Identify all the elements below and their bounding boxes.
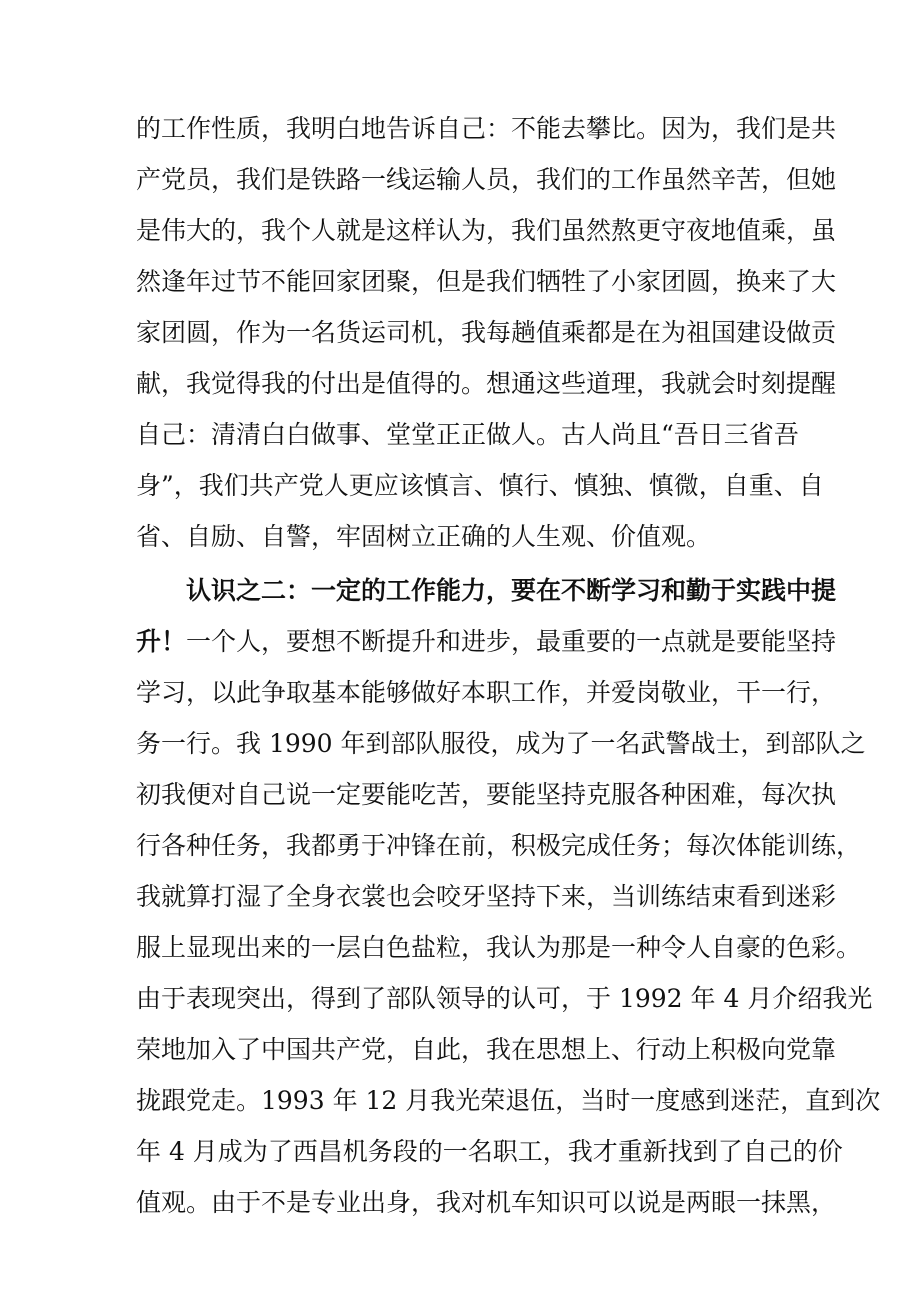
text-line: 产党员，我们是铁路一线运输人员，我们的工作虽然辛苦，但她 bbox=[136, 165, 837, 194]
section-heading-end: 升！ bbox=[136, 627, 187, 656]
text-line: 拢跟党走。1993 年 12 月我光荣退伍，当时一度感到迷茫，直到次 bbox=[136, 1086, 881, 1115]
section-heading: 认识之二：一定的工作能力，要在不断学习和勤于实践中提 bbox=[186, 576, 837, 605]
text-line: 学习，以此争取基本能够做好本职工作，并爱岗敬业，干一行， bbox=[136, 678, 837, 707]
text-line: 省、自励、自警，牢固树立正确的人生观、价值观。 bbox=[136, 522, 712, 551]
text-line: 值观。由于不是专业出身，我对机车知识可以说是两眼一抹黑， bbox=[136, 1188, 837, 1217]
text-span: 一个人，要想不断提升和进步，最重要的一点就是要能坚持 bbox=[186, 627, 837, 656]
text-line: 自己：清清白白做事、堂堂正正做人。古人尚且“吾日三省吾 bbox=[136, 420, 799, 449]
text-line: 初我便对自己说一定要能吃苦，要能坚持克服各种困难，每次执 bbox=[136, 780, 837, 809]
text-line: 务一行。我 1990 年到部队服役，成为了一名武警战士，到部队之 bbox=[136, 729, 866, 758]
text-line: 我就算打湿了全身衣裳也会咬牙坚持下来，当训练结束看到迷彩 bbox=[136, 882, 837, 911]
text-line: 身”，我们共产党人更应该慎言、慎行、慎独、慎微，自重、自 bbox=[136, 471, 824, 500]
text-line bbox=[136, 617, 837, 667]
text-line: 服上显现出来的一层白色盐粒，我认为那是一种令人自豪的色彩。 bbox=[136, 933, 862, 962]
text-line: 行各种任务，我都勇于冲锋在前，积极完成任务；每次体能训练， bbox=[136, 831, 862, 860]
text-line: 年 4 月成为了西昌机务段的一名职工，我才重新找到了自己的价 bbox=[136, 1137, 843, 1166]
text-line: 献，我觉得我的付出是值得的。想通这些道理，我就会时刻提醒 bbox=[136, 369, 837, 398]
text-line: 荣地加入了中国共产党，自此，我在思想上、行动上积极向党靠 bbox=[136, 1035, 837, 1064]
text-line: 的工作性质，我明白地告诉自己：不能去攀比。因为，我们是共 bbox=[136, 114, 837, 143]
text-line: 由于表现突出，得到了部队领导的认可，于 1992 年 4 月介绍我光 bbox=[136, 984, 873, 1013]
text-line: 家团圆，作为一名货运司机，我每趟值乘都是在为祖国建设做贡 bbox=[136, 318, 837, 347]
text-line: 是伟大的，我个人就是这样认为，我们虽然熬更守夜地值乘，虽 bbox=[136, 216, 837, 245]
text-line: 然逢年过节不能回家团聚，但是我们牺牲了小家团圆，换来了大 bbox=[136, 267, 837, 296]
